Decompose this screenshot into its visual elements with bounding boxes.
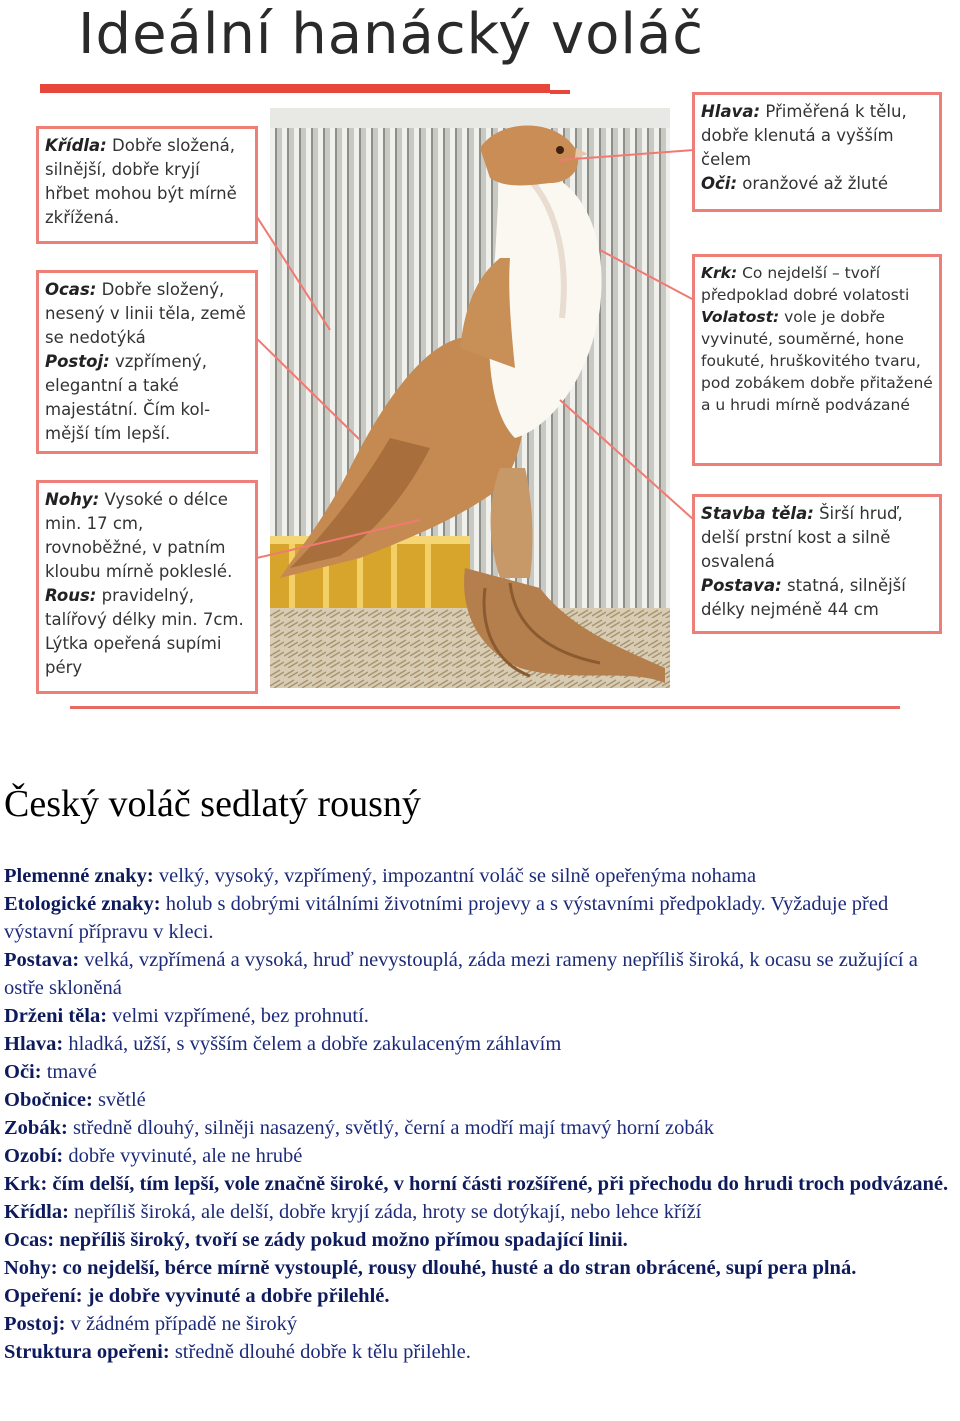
head-text: Přiměřená k tělu, dobře klenutá a vyšším čelem — [701, 102, 907, 169]
posture-label: Postava: — [701, 576, 782, 595]
line-label: Opeření: — [4, 1285, 83, 1307]
crop-entry — [701, 306, 933, 416]
neck-entry — [701, 262, 933, 306]
posture-entry — [701, 574, 933, 622]
line-tail — [4, 1226, 958, 1254]
wings-text: Dobře složená, silnější, dobře kryjí hřbet mohou být mírně zkřížená. — [45, 136, 237, 227]
stance-entry — [45, 350, 249, 446]
title-underline — [40, 84, 550, 93]
stance-label: Postoj: — [45, 352, 110, 371]
line-text: nepříliš široký, tvoří se zády pokud možno přímou spadající linii. — [54, 1229, 628, 1251]
tail-entry — [45, 278, 249, 350]
line-label: Struktura opeřeni: — [4, 1341, 170, 1363]
line-label: Krk: — [4, 1173, 48, 1195]
line-text: velká, vzpřímená a vysoká, hruď nevystouplá, záda mezi rameny nepříliš široká, k ocasu se zužující a ostře skloněná — [4, 949, 918, 999]
line-text: je dobře vyvinuté a dobře přilehlé. — [82, 1285, 390, 1307]
title-underline-right — [550, 90, 570, 94]
info-box-head — [692, 92, 942, 212]
line-label: Drženi těla: — [4, 1005, 108, 1027]
line-neck — [4, 1170, 958, 1198]
crop-text: vole je dobře vyvinuté, souměrné, hone foukuté, hruškovitého tvaru, pod zobákem dobře přitažené a u hrudi mírně podvázané — [701, 308, 933, 414]
eyes-entry — [701, 172, 933, 196]
eyes-text: oranžové až žluté — [737, 174, 889, 193]
line-ethology — [4, 890, 958, 946]
line-label: Ocas: — [4, 1229, 55, 1251]
line-head — [4, 1030, 958, 1058]
legs-label: Nohy: — [45, 490, 100, 509]
wings-label: Křídla: — [45, 136, 107, 155]
infographic-title: Ideální hanácký voláč — [78, 2, 705, 67]
line-posture — [4, 946, 958, 1002]
line-text: nepříliš široká, ale delší, dobře kryjí záda, hroty se dotýkají, nebo lehce kříží — [68, 1201, 702, 1223]
line-text: tmavé — [41, 1061, 97, 1083]
line-text: středně dlouhé dobře k tělu přilehle. — [169, 1341, 471, 1363]
body-build-label: Stavba těla: — [701, 504, 814, 523]
stance-text: vzpřímený, elegantní a také majestátní. Čím kol-mější tím lepší. — [45, 352, 211, 443]
muffs-label: Rous: — [45, 586, 97, 605]
line-text: velký, vysoký, vzpřímený, impozantní voláč se silně opeřenýma nohama — [153, 865, 757, 887]
line-label: Obočnice: — [4, 1089, 93, 1111]
neck-label: Krk: — [701, 264, 738, 282]
line-feather-structure — [4, 1338, 958, 1366]
line-legs — [4, 1254, 958, 1282]
body-build-entry — [701, 502, 933, 574]
posture-text: statná, silnější délky nejméně 44 cm — [701, 576, 906, 619]
line-breed-traits — [4, 862, 958, 890]
info-box-legs — [36, 480, 258, 694]
line-text: velmi vzpřímené, bez prohnutí. — [107, 1005, 369, 1027]
info-box-tail — [36, 270, 258, 454]
line-text: středně dlouhý, silněji nasazený, světlý, černí a modří mají tmavý horní zobák — [67, 1117, 714, 1139]
line-label: Etologické znaky: — [4, 893, 161, 915]
body-build-text: Širší hruď, delší prstní kost a silně osvalená — [701, 504, 903, 571]
line-label: Plemenné znaky: — [4, 865, 154, 887]
line-text: holub s dobrými vitálními životními projevy a s výstavními předpoklady. Vyžaduje před výstavní přípravu v kleci. — [4, 893, 889, 943]
eyes-label: Oči: — [701, 174, 738, 193]
article-title: Český voláč sedlatý rousný — [4, 783, 421, 825]
line-label: Oči: — [4, 1061, 42, 1083]
line-eyes — [4, 1058, 958, 1086]
legs-entry — [45, 488, 249, 584]
line-label: Postoj: — [4, 1313, 66, 1335]
legs-text: Vysoké o délce min. 17 cm, rovnoběžné, v patním kloubu mírně pokleslé. — [45, 490, 233, 581]
line-label: Ozobí: — [4, 1145, 64, 1167]
breed-description — [4, 862, 958, 1366]
head-entry — [701, 100, 933, 172]
line-label: Křídla: — [4, 1201, 69, 1223]
head-label: Hlava: — [701, 102, 761, 121]
line-plumage — [4, 1282, 958, 1310]
line-text: v žádném případě ne široký — [65, 1313, 298, 1335]
line-wings — [4, 1198, 958, 1226]
neck-text: Co nejdelší – tvoří předpoklad dobré volatosti — [701, 264, 910, 304]
line-text: co nejdelší, bérce mírně vystouplé, rousy dlouhé, husté a do stran obrácené, supí pera plná. — [57, 1257, 857, 1279]
line-text: dobře vyvinuté, ale ne hrubé — [63, 1145, 303, 1167]
pigeon-photo — [270, 108, 670, 688]
tail-label: Ocas: — [45, 280, 97, 299]
wings-entry — [45, 134, 249, 230]
infographic-bottom-line — [70, 706, 900, 709]
muffs-entry — [45, 584, 249, 680]
line-eye-ceres — [4, 1086, 958, 1114]
line-text: světlé — [92, 1089, 146, 1111]
pigeon-illustration — [270, 108, 670, 688]
line-body-carriage — [4, 1002, 958, 1030]
line-beak — [4, 1114, 958, 1142]
line-label: Nohy: — [4, 1257, 58, 1279]
info-box-wings — [36, 126, 258, 244]
tail-text: Dobře složený, nesený v linii těla, země se nedotýká — [45, 280, 246, 347]
info-box-body — [692, 494, 942, 634]
line-label: Postava: — [4, 949, 80, 971]
line-text: čím delší, tím lepší, vole značně široké, v horní části rozšířené, při přechodu do hrudi troch podvázané. — [47, 1173, 949, 1195]
crop-label: Volatost: — [701, 308, 780, 326]
info-box-neck — [692, 254, 942, 466]
line-stance — [4, 1310, 958, 1338]
line-label: Hlava: — [4, 1033, 64, 1055]
line-text: hladká, užší, s vyšším čelem a dobře zakulaceným záhlavím — [63, 1033, 562, 1055]
line-label: Zobák: — [4, 1117, 68, 1139]
muffs-text: pravidelný, talířový délky min. 7cm. Lýtka opeřená supími péry — [45, 586, 244, 677]
line-wattle — [4, 1142, 958, 1170]
